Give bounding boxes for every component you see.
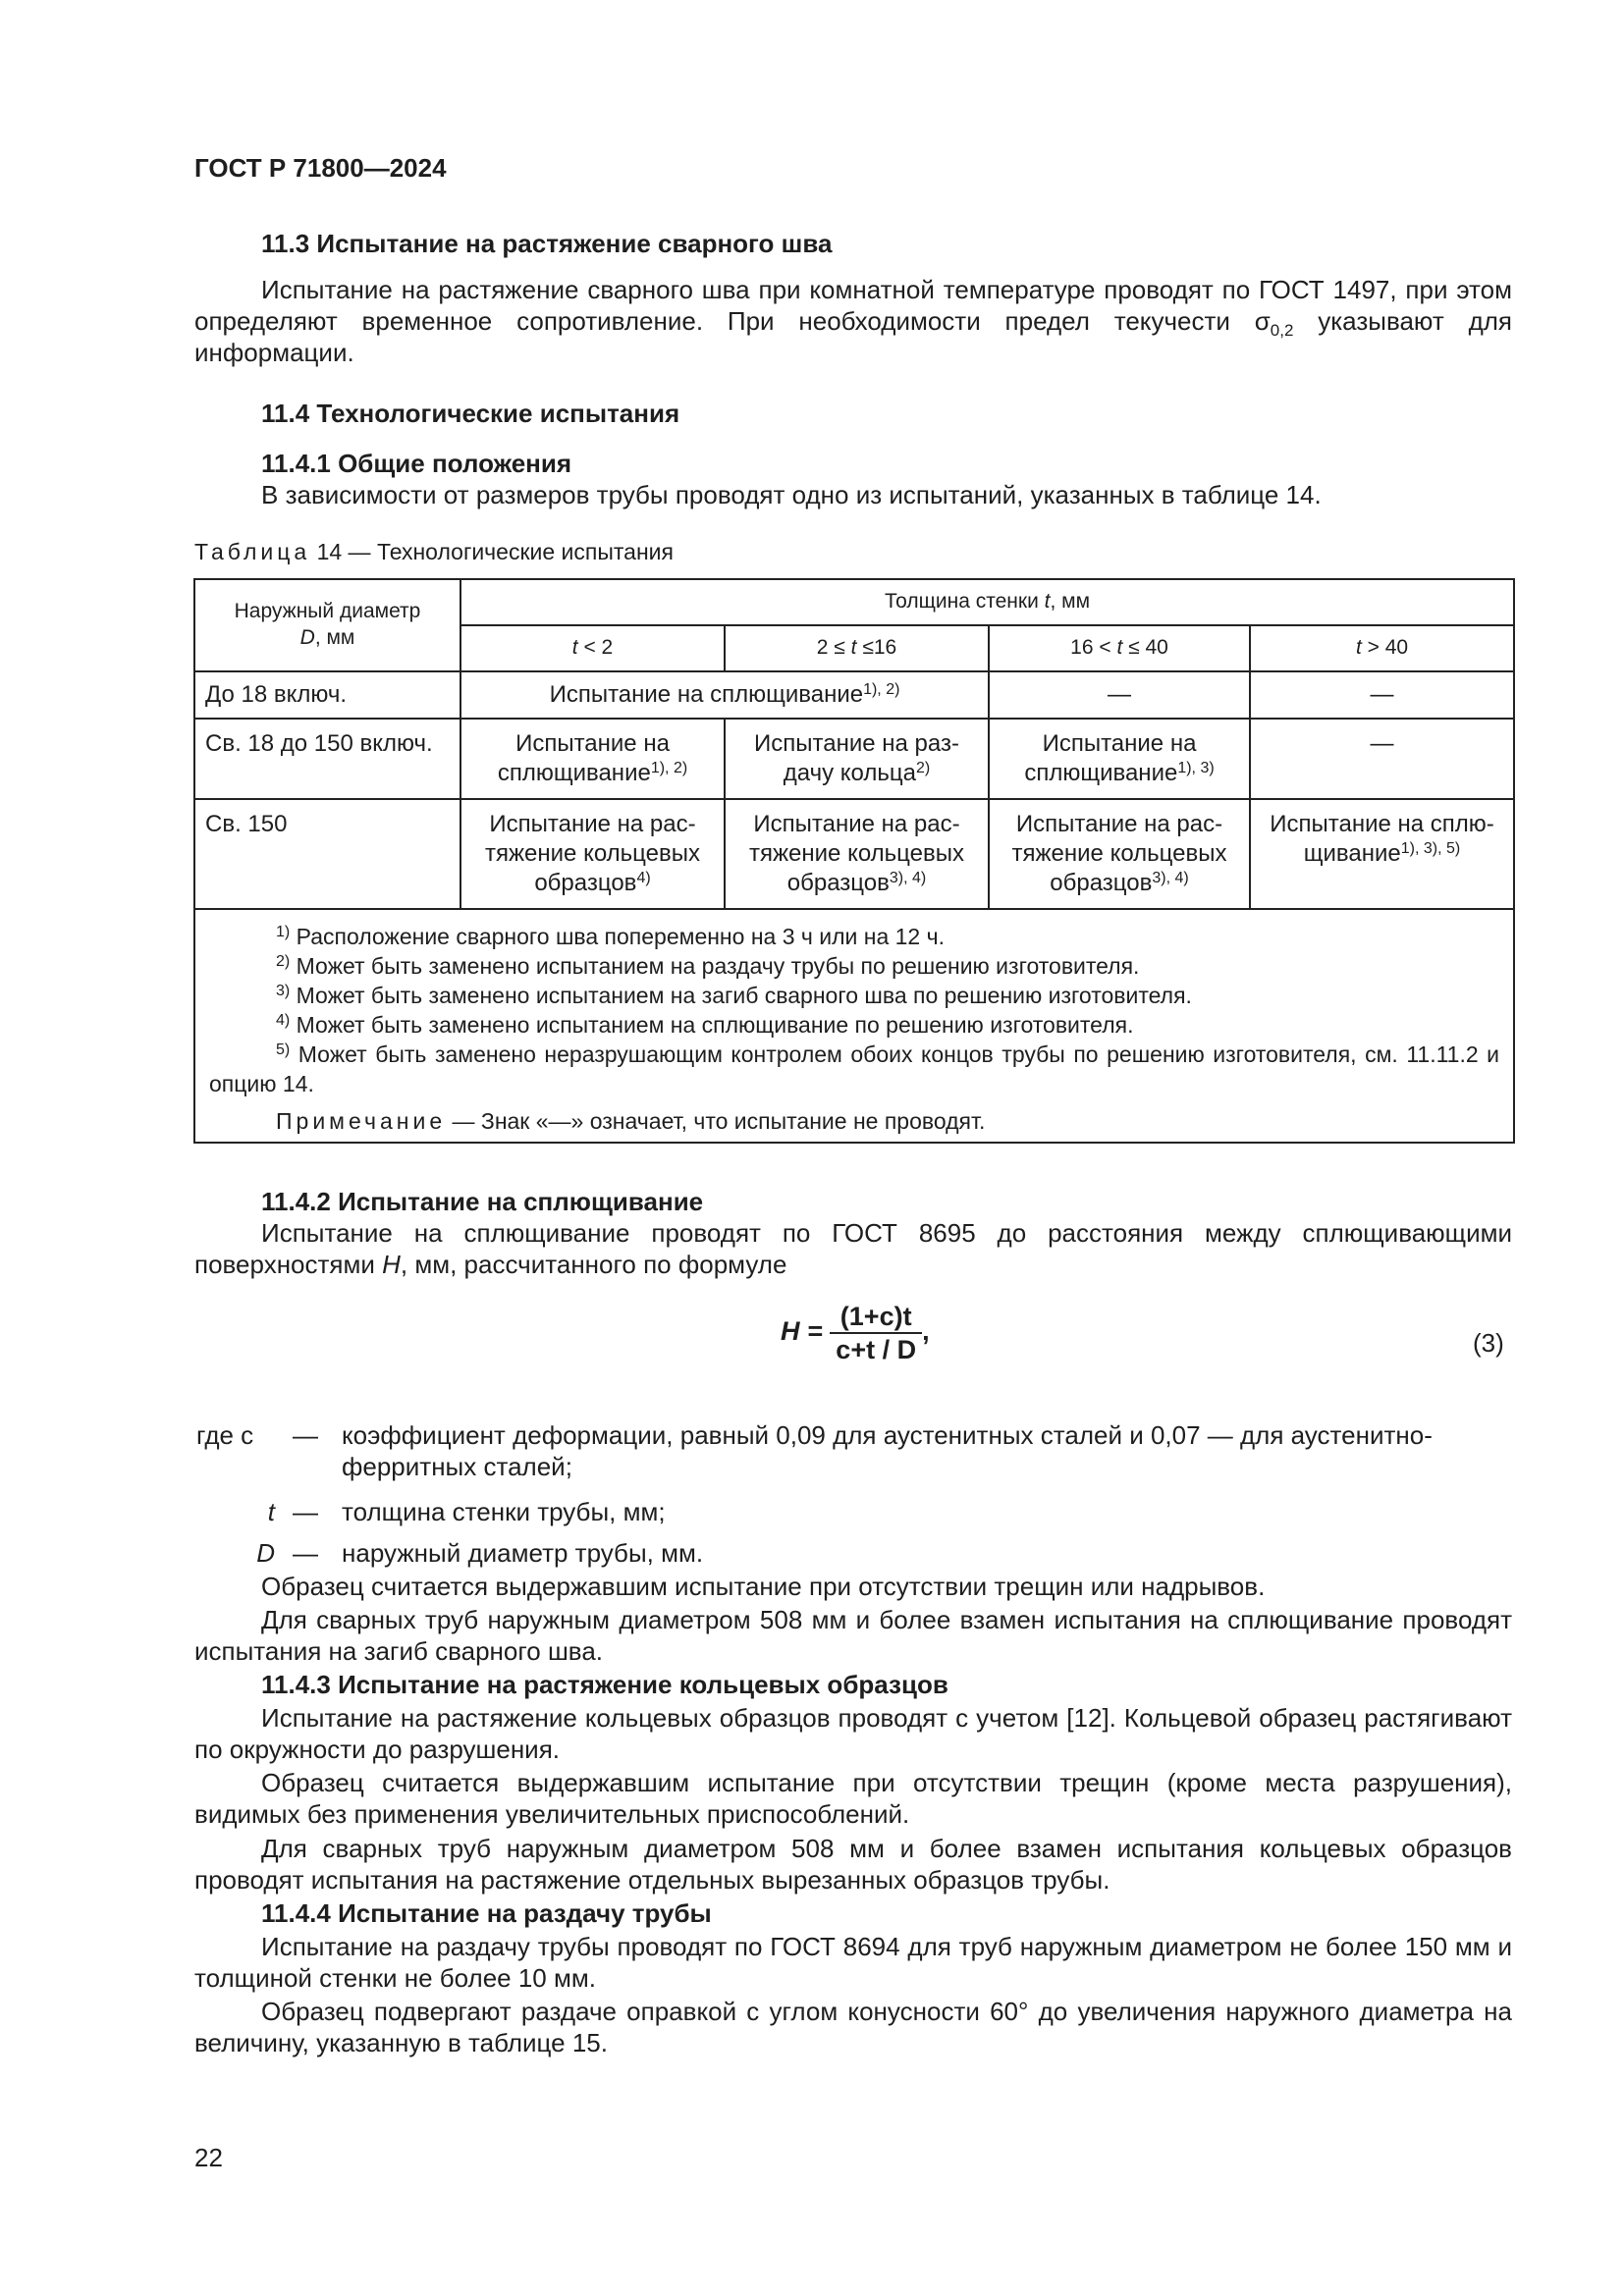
row-label: Св. 150 — [194, 799, 460, 909]
table-cell: — — [1250, 719, 1514, 799]
section-11-4-2-paragraph-2: Образец считается выдержавшим испытание при отсутствии трещин или надрывов. — [261, 1572, 1266, 1601]
table-cell: — — [989, 671, 1250, 719]
table-cell: Испытание на рас- тяжение кольцевых образцов$^{3), 4)}$ — [725, 799, 989, 909]
section-11-4-2-paragraph: Испытание на сплющивание проводят по ГОСТ 8695 до расстояния между сплющивающими поверхностями H, мм, рассчитанного по формуле — [194, 1218, 1512, 1279]
section-11-4-4-title: 11.4.4 Испытание на раздачу трубы — [261, 1898, 712, 1928]
section-11-4-3-paragraph-3: Для сварных труб наружным диаметром 508 мм и более взамен испытания кольцевых образцов проводят испытания на растяжение отдельных вырезанных образцов трубы. — [194, 1834, 1512, 1895]
section-11-4-1-paragraph: В зависимости от размеров трубы проводят одно из испытаний, указанных в таблице 14. — [261, 480, 1322, 509]
legend-symbol-D: D — [256, 1538, 275, 1568]
header-wall-thickness: Толщина стенки t, мм — [460, 579, 1514, 625]
section-11-4-2-paragraph-3: Для сварных труб наружным диаметром 508 мм и более взамен испытания на сплющивание проводят испытания на загиб сварного шва. — [194, 1605, 1512, 1666]
header-t-2-16: 2 ≤ t ≤16 — [725, 625, 989, 671]
table-cell: Испытание на раз- дачу кольца$^{2)}$ — [725, 719, 989, 799]
section-11-4-3-title: 11.4.3 Испытание на растяжение кольцевых образцов — [261, 1670, 948, 1699]
legend-text-c-cont: ферритных сталей; — [342, 1452, 572, 1481]
header-t-lt-2: t < 2 — [460, 625, 725, 671]
table-row — [194, 799, 1514, 909]
table-footnotes — [194, 909, 1514, 1143]
row-label: Св. 18 до 150 включ. — [194, 719, 460, 799]
table-cell: Испытание на рас- тяжение кольцевых образцов$^{4)}$ — [460, 799, 725, 909]
section-11-3-paragraph: Испытание на растяжение сварного шва при комнатной температуре проводят по ГОСТ 1497, при этом определяют временное сопротивление. При необходимости предел текучести $\sigma_{0,2}$ указывают для информации. — [194, 275, 1512, 367]
table-note: Примечание — Знак «—» означает, что испытание не проводят. — [276, 1108, 986, 1134]
row-label: До 18 включ. — [194, 671, 460, 719]
document-header: ГОСТ Р 71800—2024 — [194, 153, 447, 183]
legend-text-t: толщина стенки трубы, мм; — [342, 1497, 666, 1526]
page-number: 22 — [194, 2143, 223, 2172]
formula-3: H = $\frac{(1+c)t}{c+t / D}$ , — [781, 1302, 930, 1364]
table-cell: Испытание на сплю- щивание$^{1), 3), 5)}$ — [1250, 799, 1514, 909]
table-cell: Испытание на сплющивание$^{1), 2)}$ — [460, 671, 989, 719]
section-11-3-title: 11.3 Испытание на растяжение сварного шва — [261, 229, 833, 258]
legend-dash: — — [293, 1497, 318, 1526]
section-11-4-4-paragraph-2: Образец подвергают раздаче оправкой с углом конусности 60° до увеличения наружного диаметра на величину, указанную в таблице 15. — [194, 1997, 1512, 2057]
table-row — [194, 719, 1514, 799]
section-11-4-3-paragraph-2: Образец считается выдержавшим испытание при отсутствии трещин (кроме места разрушения), видимых без применения увеличительных приспособлений. — [194, 1768, 1512, 1829]
table-cell: Испытание на сплющивание$^{1), 3)}$ — [989, 719, 1250, 799]
section-11-4-title: 11.4 Технологические испытания — [261, 399, 680, 428]
section-11-4-2-title: 11.4.2 Испытание на сплющивание — [261, 1187, 704, 1216]
section-11-4-3-paragraph-1: Испытание на растяжение кольцевых образцов проводят с учетом [12]. Кольцевой образец растягивают по окружности до разрушения. — [194, 1703, 1512, 1764]
footnote-1: $^{1)}$ Расположение сварного шва попеременно на 3 ч или на 12 ч. — [276, 924, 945, 949]
table-cell: — — [1250, 671, 1514, 719]
legend-symbol-c: где с — [196, 1420, 254, 1450]
table-cell: Испытание на сплющивание$^{1), 2)}$ — [460, 719, 725, 799]
table-14 — [193, 578, 1515, 1144]
table-row — [194, 671, 1514, 719]
footnote-5: $^{5)}$ Может быть заменено неразрушающим контролем обоих концов трубы по решению изготовителя, см. 11.11.2 и опцию 14. — [209, 1041, 1500, 1096]
legend-text-D: наружный диаметр трубы, мм. — [342, 1538, 704, 1568]
legend-dash: — — [293, 1538, 318, 1568]
table-cell: Испытание на рас- тяжение кольцевых образцов$^{3), 4)}$ — [989, 799, 1250, 909]
equation-number: (3) — [1473, 1328, 1504, 1358]
header-t-16-40: 16 < t ≤ 40 — [989, 625, 1250, 671]
section-11-4-4-paragraph-1: Испытание на раздачу трубы проводят по ГОСТ 8694 для труб наружным диаметром не более 150 мм и толщиной стенки не более 10 мм. — [194, 1932, 1512, 1993]
legend-text-c: коэффициент деформации, равный 0,09 для аустенитных сталей и 0,07 — для аустенитно- — [342, 1420, 1433, 1450]
footnote-4: $^{4)}$ Может быть заменено испытанием на сплющивание по решению изготовителя. — [276, 1012, 1134, 1038]
table-caption: Таблица 14 — Технологические испытания — [194, 539, 674, 564]
legend-symbol-t: t — [267, 1497, 275, 1526]
header-t-gt-40: t > 40 — [1250, 625, 1514, 671]
formula-numerator: (1+c)t — [830, 1301, 922, 1334]
footnote-2: $^{2)}$ Может быть заменено испытанием на раздачу трубы по решению изготовителя. — [276, 953, 1140, 979]
footnote-3: $^{3)}$ Может быть заменено испытанием на загиб сварного шва по решению изготовителя. — [276, 983, 1192, 1008]
section-11-4-1-title: 11.4.1 Общие положения — [261, 449, 572, 478]
formula-denominator: c+t / D — [836, 1335, 917, 1364]
header-outer-diameter: Наружный диаметр D, мм — [194, 579, 460, 671]
legend-dash: — — [293, 1420, 318, 1450]
